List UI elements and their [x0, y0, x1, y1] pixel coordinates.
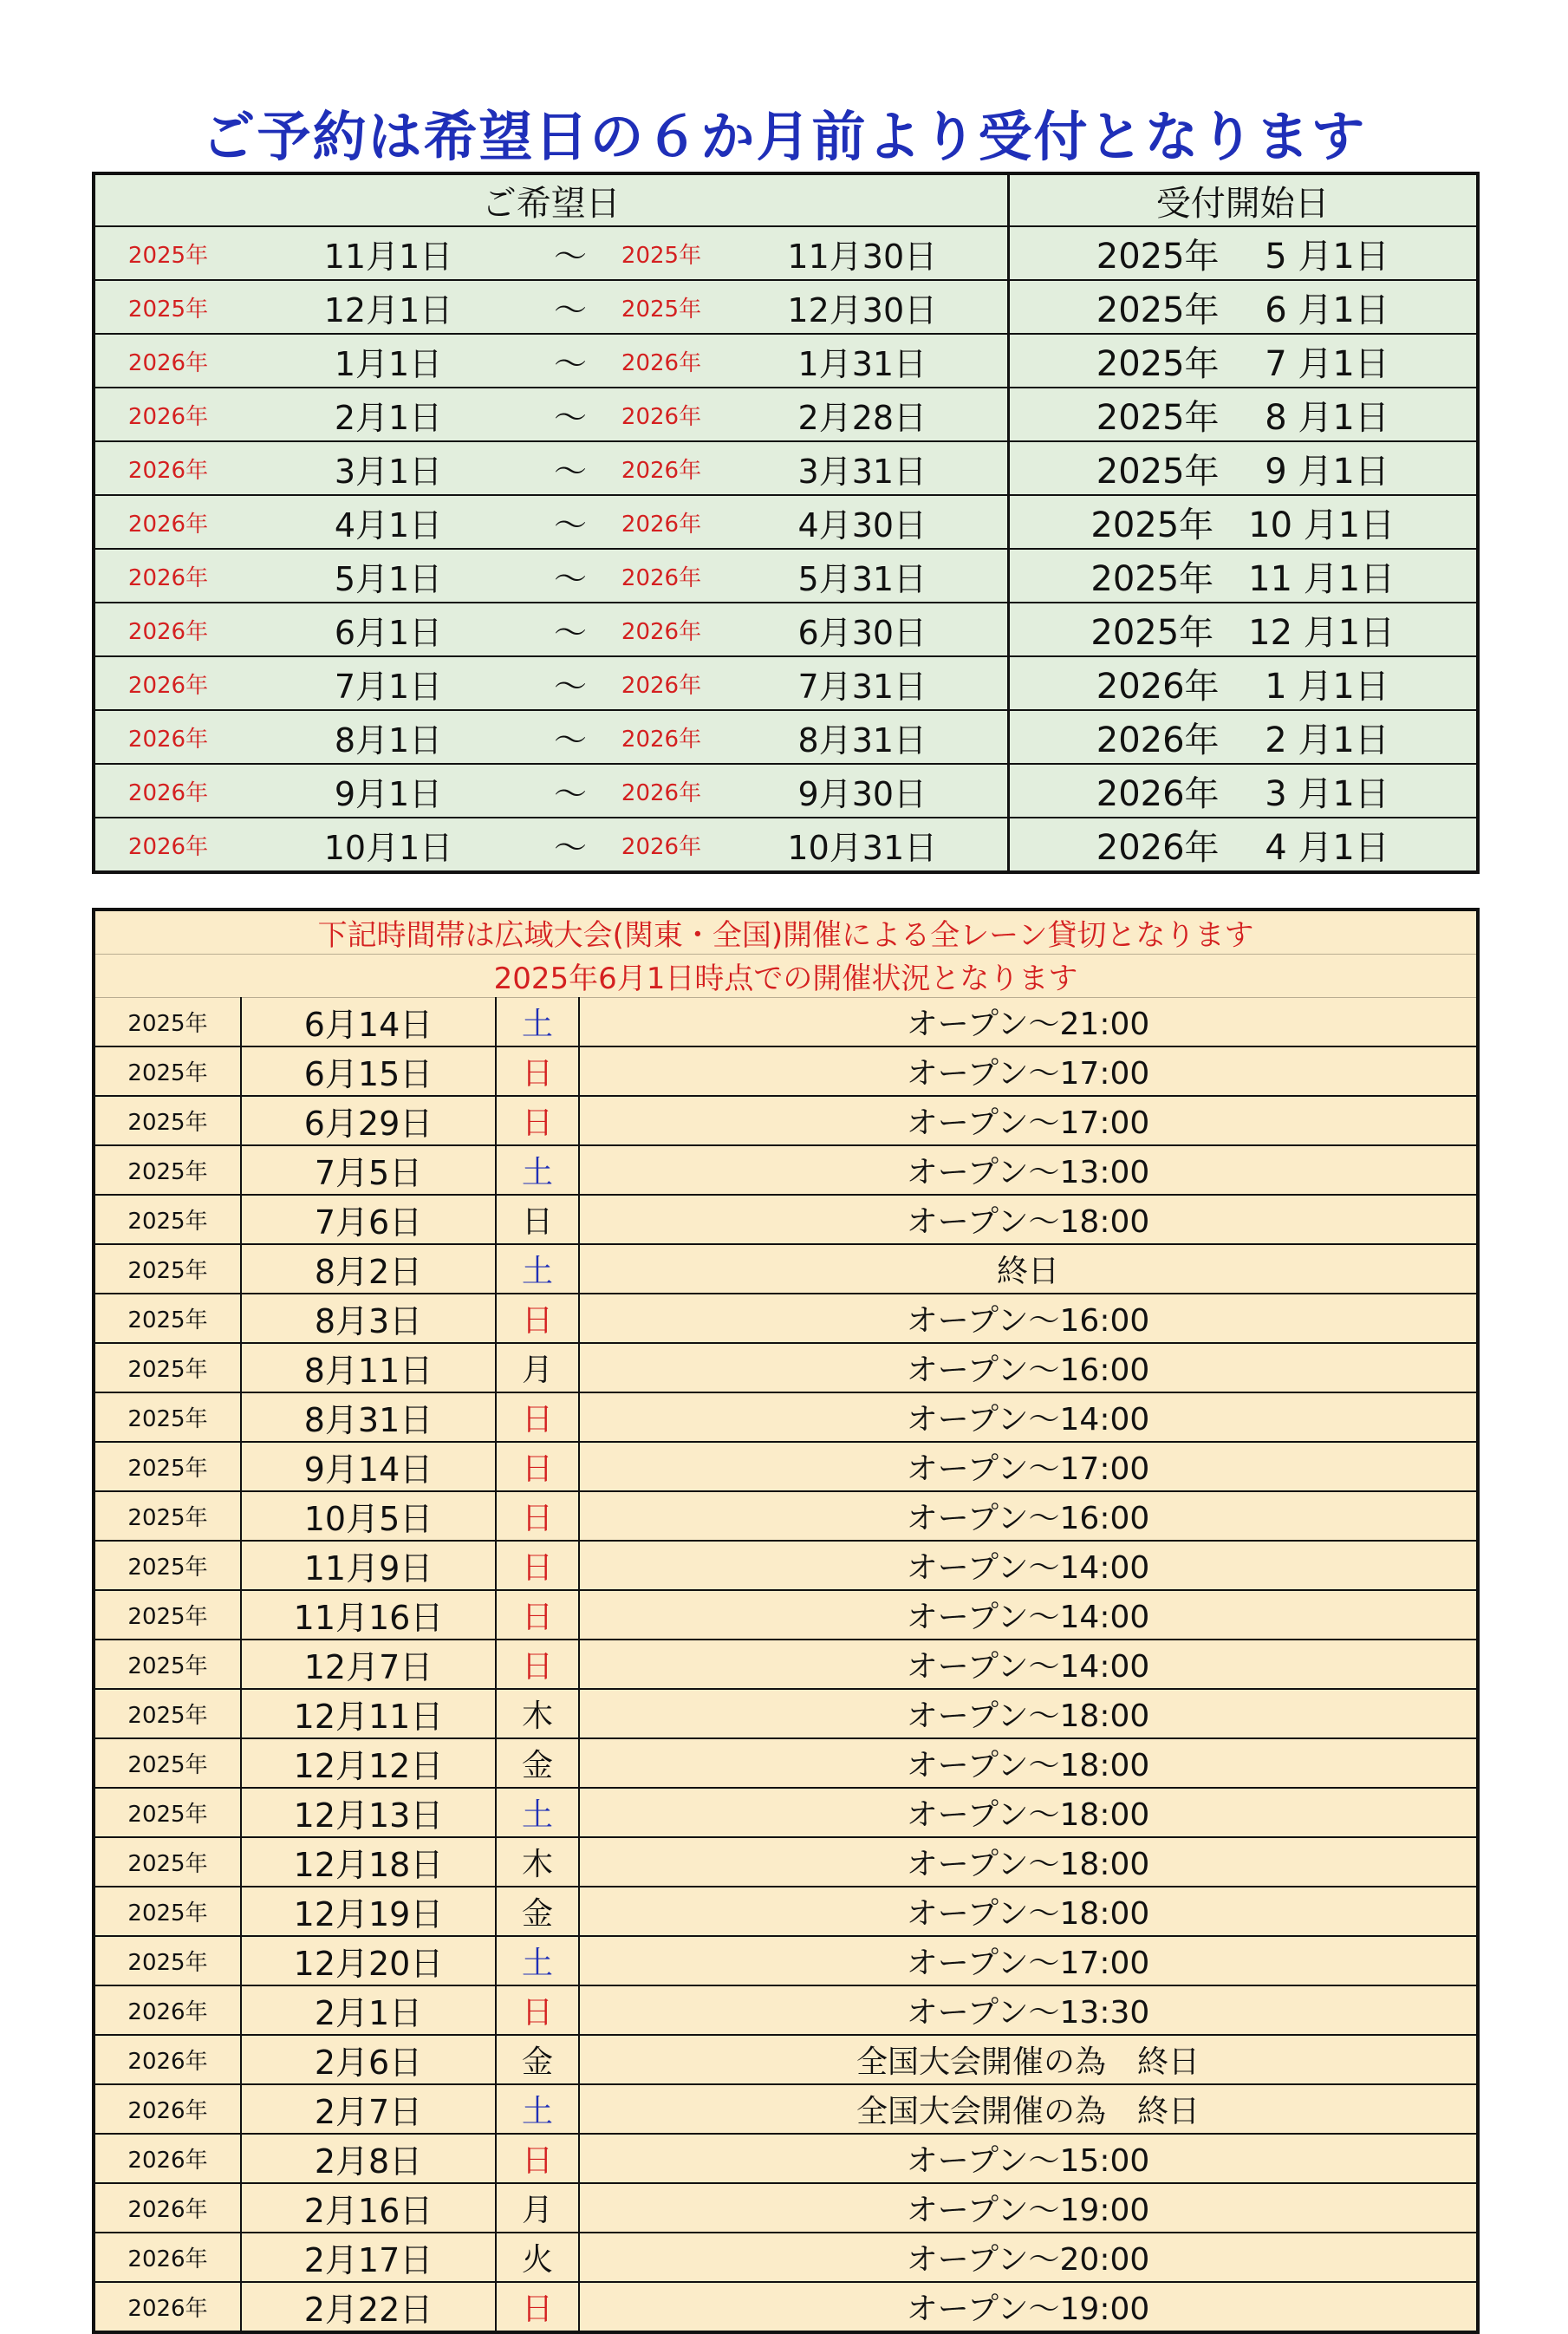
closure-hours: オープン～14:00 — [579, 1640, 1478, 1689]
closure-hours: オープン～17:00 — [579, 1046, 1478, 1096]
closure-date: 2月7日 — [241, 2084, 496, 2134]
start-date: 2025年 8 月1日 — [1008, 388, 1478, 441]
closure-date: 2月6日 — [241, 2035, 496, 2084]
to-date: 5月31日 — [718, 549, 1008, 603]
day-of-week: 日 — [496, 1985, 579, 2035]
reservation-row — [94, 710, 1478, 764]
closure-date: 7月6日 — [241, 1195, 496, 1244]
closure-hours: オープン～16:00 — [579, 1294, 1478, 1343]
closure-hours: オープン～20:00 — [579, 2233, 1478, 2282]
closure-date: 8月2日 — [241, 1244, 496, 1294]
closure-year: 2025年 — [94, 1195, 241, 1244]
closure-hours: オープン～18:00 — [579, 1738, 1478, 1788]
day-of-week: 土 — [496, 1936, 579, 1985]
from-date: 7月1日 — [241, 656, 536, 710]
closure-row — [94, 2282, 1478, 2332]
start-date-header: 受付開始日 — [1008, 173, 1478, 226]
closure-row — [94, 1294, 1478, 1343]
closure-date: 12月13日 — [241, 1788, 496, 1837]
range-tilde: ～ — [536, 764, 605, 818]
closure-date: 8月31日 — [241, 1392, 496, 1442]
day-of-week: 木 — [496, 1689, 579, 1738]
closure-date: 7月5日 — [241, 1145, 496, 1195]
closure-date: 8月11日 — [241, 1343, 496, 1392]
from-year: 2026年 — [94, 764, 241, 818]
closure-year: 2026年 — [94, 2282, 241, 2332]
day-of-week: 金 — [496, 2035, 579, 2084]
closure-hours: オープン～18:00 — [579, 1788, 1478, 1837]
reservation-row — [94, 764, 1478, 818]
to-year: 2026年 — [605, 334, 718, 388]
from-year: 2026年 — [94, 656, 241, 710]
to-date: 4月30日 — [718, 495, 1008, 549]
from-date: 4月1日 — [241, 495, 536, 549]
day-of-week: 火 — [496, 2233, 579, 2282]
closure-row — [94, 1145, 1478, 1195]
closure-hours: オープン～17:00 — [579, 1096, 1478, 1145]
closure-row — [94, 1887, 1478, 1936]
start-date: 2026年 2 月1日 — [1008, 710, 1478, 764]
closure-hours: オープン～18:00 — [579, 1689, 1478, 1738]
closure-year: 2026年 — [94, 2035, 241, 2084]
reservation-row — [94, 280, 1478, 334]
reservation-row — [94, 495, 1478, 549]
closure-row — [94, 1442, 1478, 1491]
closure-year: 2025年 — [94, 1689, 241, 1738]
to-date: 7月31日 — [718, 656, 1008, 710]
start-date: 2025年 9 月1日 — [1008, 441, 1478, 495]
closure-hours: オープン～16:00 — [579, 1343, 1478, 1392]
to-date: 9月30日 — [718, 764, 1008, 818]
closure-date: 12月20日 — [241, 1936, 496, 1985]
closure-date: 2月1日 — [241, 1985, 496, 2035]
start-date: 2025年 7 月1日 — [1008, 334, 1478, 388]
closure-hours: 全国大会開催の為 終日 — [579, 2084, 1478, 2134]
day-of-week: 日 — [496, 2282, 579, 2332]
closure-hours: オープン～14:00 — [579, 1392, 1478, 1442]
closure-date: 11月16日 — [241, 1590, 496, 1640]
day-of-week: 月 — [496, 2183, 579, 2233]
closure-year: 2026年 — [94, 2134, 241, 2183]
closure-year: 2025年 — [94, 1590, 241, 1640]
to-year: 2026年 — [605, 549, 718, 603]
closure-year: 2025年 — [94, 1046, 241, 1096]
to-year: 2026年 — [605, 603, 718, 656]
reservation-row — [94, 441, 1478, 495]
from-year: 2026年 — [94, 710, 241, 764]
closure-hours: オープン～21:00 — [579, 998, 1478, 1047]
day-of-week: 金 — [496, 1738, 579, 1788]
closure-hours: オープン～14:00 — [579, 1541, 1478, 1590]
day-of-week: 土 — [496, 1788, 579, 1837]
to-date: 6月30日 — [718, 603, 1008, 656]
start-date: 2026年 1 月1日 — [1008, 656, 1478, 710]
range-tilde: ～ — [536, 388, 605, 441]
from-year: 2025年 — [94, 226, 241, 280]
closure-hours: オープン～15:00 — [579, 2134, 1478, 2183]
closure-row — [94, 1788, 1478, 1837]
closure-row — [94, 1491, 1478, 1541]
day-of-week: 日 — [496, 1590, 579, 1640]
closure-hours: オープン～17:00 — [579, 1936, 1478, 1985]
to-year: 2025年 — [605, 226, 718, 280]
from-year: 2026年 — [94, 388, 241, 441]
status-notice: 2025年6月1日時点での開催状況となります — [94, 955, 1478, 998]
day-of-week: 日 — [496, 1046, 579, 1096]
closure-year: 2025年 — [94, 1788, 241, 1837]
from-date: 5月1日 — [241, 549, 536, 603]
from-date: 9月1日 — [241, 764, 536, 818]
day-of-week: 土 — [496, 1145, 579, 1195]
reservation-row — [94, 549, 1478, 603]
closure-year: 2025年 — [94, 1837, 241, 1887]
from-year: 2026年 — [94, 603, 241, 656]
day-of-week: 日 — [496, 1640, 579, 1689]
closure-row — [94, 1985, 1478, 2035]
range-tilde: ～ — [536, 334, 605, 388]
closure-year: 2025年 — [94, 1442, 241, 1491]
reservation-table — [92, 172, 1480, 874]
start-date: 2025年 10 月1日 — [1008, 495, 1478, 549]
reservation-row — [94, 656, 1478, 710]
closure-hours: オープン～19:00 — [579, 2183, 1478, 2233]
day-of-week: 月 — [496, 1343, 579, 1392]
closure-year: 2026年 — [94, 2183, 241, 2233]
closure-date: 2月22日 — [241, 2282, 496, 2332]
closure-notice-row — [94, 909, 1478, 955]
range-tilde: ～ — [536, 495, 605, 549]
closure-row — [94, 1096, 1478, 1145]
range-tilde: ～ — [536, 710, 605, 764]
closure-hours: オープン～13:30 — [579, 1985, 1478, 2035]
range-tilde: ～ — [536, 441, 605, 495]
closure-row — [94, 2035, 1478, 2084]
day-of-week: 日 — [496, 1491, 579, 1541]
to-year: 2025年 — [605, 280, 718, 334]
reservation-header-row — [94, 173, 1478, 226]
reservation-row — [94, 818, 1478, 872]
day-of-week: 金 — [496, 1887, 579, 1936]
from-year: 2026年 — [94, 495, 241, 549]
closure-date: 12月11日 — [241, 1689, 496, 1738]
day-of-week: 日 — [496, 1541, 579, 1590]
to-year: 2026年 — [605, 710, 718, 764]
closure-date: 6月29日 — [241, 1096, 496, 1145]
closure-hours: オープン～17:00 — [579, 1442, 1478, 1491]
reservation-row — [94, 226, 1478, 280]
closure-date: 2月8日 — [241, 2134, 496, 2183]
closure-year: 2025年 — [94, 1491, 241, 1541]
to-year: 2026年 — [605, 764, 718, 818]
closure-hours: オープン～13:00 — [579, 1145, 1478, 1195]
closure-year: 2025年 — [94, 1738, 241, 1788]
closure-hours: 全国大会開催の為 終日 — [579, 2035, 1478, 2084]
closure-row — [94, 1590, 1478, 1640]
from-date: 11月1日 — [241, 226, 536, 280]
from-year: 2025年 — [94, 280, 241, 334]
closure-year: 2026年 — [94, 2084, 241, 2134]
closure-row — [94, 1689, 1478, 1738]
day-of-week: 土 — [496, 1244, 579, 1294]
closure-year: 2025年 — [94, 1244, 241, 1294]
range-tilde: ～ — [536, 818, 605, 872]
closure-hours: オープン～18:00 — [579, 1195, 1478, 1244]
day-of-week: 土 — [496, 998, 579, 1047]
closure-row — [94, 2233, 1478, 2282]
from-year: 2026年 — [94, 334, 241, 388]
reservation-row — [94, 334, 1478, 388]
closure-date: 12月18日 — [241, 1837, 496, 1887]
day-of-week: 日 — [496, 1442, 579, 1491]
status-notice-row — [94, 955, 1478, 998]
closure-year: 2025年 — [94, 1096, 241, 1145]
closure-date: 2月16日 — [241, 2183, 496, 2233]
requested-date-header: ご希望日 — [94, 173, 1008, 226]
closure-year: 2025年 — [94, 1343, 241, 1392]
range-tilde: ～ — [536, 226, 605, 280]
day-of-week: 日 — [496, 1195, 579, 1244]
closure-notice: 下記時間帯は広域大会(関東・全国)開催による全レーン貸切となります — [94, 909, 1478, 955]
to-date: 8月31日 — [718, 710, 1008, 764]
range-tilde: ～ — [536, 603, 605, 656]
to-date: 1月31日 — [718, 334, 1008, 388]
closure-date: 2月17日 — [241, 2233, 496, 2282]
page-title: ご予約は希望日の６か月前より受付となります — [201, 105, 1367, 168]
to-date: 11月30日 — [718, 226, 1008, 280]
closure-date: 8月3日 — [241, 1294, 496, 1343]
from-year: 2026年 — [94, 818, 241, 872]
closure-date: 12月19日 — [241, 1887, 496, 1936]
closure-hours: 終日 — [579, 1244, 1478, 1294]
closure-row — [94, 1392, 1478, 1442]
closure-hours: オープン～18:00 — [579, 1887, 1478, 1936]
closure-row — [94, 1541, 1478, 1590]
closure-year: 2025年 — [94, 1294, 241, 1343]
to-year: 2026年 — [605, 441, 718, 495]
range-tilde: ～ — [536, 549, 605, 603]
closure-row — [94, 1244, 1478, 1294]
closure-year: 2025年 — [94, 1541, 241, 1590]
to-year: 2026年 — [605, 818, 718, 872]
closure-row — [94, 1046, 1478, 1096]
closure-year: 2025年 — [94, 1936, 241, 1985]
closure-year: 2025年 — [94, 1392, 241, 1442]
closure-year: 2025年 — [94, 1887, 241, 1936]
to-date: 2月28日 — [718, 388, 1008, 441]
start-date: 2025年 6 月1日 — [1008, 280, 1478, 334]
from-date: 8月1日 — [241, 710, 536, 764]
from-date: 10月1日 — [241, 818, 536, 872]
closure-hours: オープン～18:00 — [579, 1837, 1478, 1887]
closure-year: 2025年 — [94, 1640, 241, 1689]
from-date: 1月1日 — [241, 334, 536, 388]
closure-date: 9月14日 — [241, 1442, 496, 1491]
reservation-row — [94, 603, 1478, 656]
day-of-week: 木 — [496, 1837, 579, 1887]
start-date: 2026年 3 月1日 — [1008, 764, 1478, 818]
from-date: 12月1日 — [241, 280, 536, 334]
closure-date: 6月14日 — [241, 998, 496, 1047]
to-year: 2026年 — [605, 388, 718, 441]
closure-row — [94, 2183, 1478, 2233]
to-date: 12月30日 — [718, 280, 1008, 334]
range-tilde: ～ — [536, 280, 605, 334]
closure-row — [94, 1640, 1478, 1689]
closure-year: 2026年 — [94, 1985, 241, 2035]
from-year: 2026年 — [94, 549, 241, 603]
day-of-week: 土 — [496, 2084, 579, 2134]
closure-table — [92, 908, 1480, 2334]
closure-row — [94, 1936, 1478, 1985]
day-of-week: 日 — [496, 1096, 579, 1145]
closure-row — [94, 1343, 1478, 1392]
start-date: 2025年 11 月1日 — [1008, 549, 1478, 603]
closure-date: 11月9日 — [241, 1541, 496, 1590]
closure-row — [94, 1837, 1478, 1887]
to-date: 3月31日 — [718, 441, 1008, 495]
day-of-week: 日 — [496, 1392, 579, 1442]
start-date: 2025年 12 月1日 — [1008, 603, 1478, 656]
reservation-row — [94, 388, 1478, 441]
closure-year: 2025年 — [94, 998, 241, 1047]
start-date: 2025年 5 月1日 — [1008, 226, 1478, 280]
from-year: 2026年 — [94, 441, 241, 495]
from-date: 6月1日 — [241, 603, 536, 656]
day-of-week: 日 — [496, 1294, 579, 1343]
closure-hours: オープン～14:00 — [579, 1590, 1478, 1640]
closure-date: 12月7日 — [241, 1640, 496, 1689]
from-date: 3月1日 — [241, 441, 536, 495]
closure-row — [94, 2134, 1478, 2183]
closure-date: 6月15日 — [241, 1046, 496, 1096]
range-tilde: ～ — [536, 656, 605, 710]
closure-hours: オープン～16:00 — [579, 1491, 1478, 1541]
closure-row — [94, 2084, 1478, 2134]
closure-year: 2025年 — [94, 1145, 241, 1195]
closure-hours: オープン～19:00 — [579, 2282, 1478, 2332]
start-date: 2026年 4 月1日 — [1008, 818, 1478, 872]
closure-row — [94, 998, 1478, 1047]
day-of-week: 日 — [496, 2134, 579, 2183]
closure-date: 12月12日 — [241, 1738, 496, 1788]
closure-date: 10月5日 — [241, 1491, 496, 1541]
from-date: 2月1日 — [241, 388, 536, 441]
to-year: 2026年 — [605, 656, 718, 710]
closure-row — [94, 1195, 1478, 1244]
to-date: 10月31日 — [718, 818, 1008, 872]
to-year: 2026年 — [605, 495, 718, 549]
closure-year: 2026年 — [94, 2233, 241, 2282]
closure-row — [94, 1738, 1478, 1788]
